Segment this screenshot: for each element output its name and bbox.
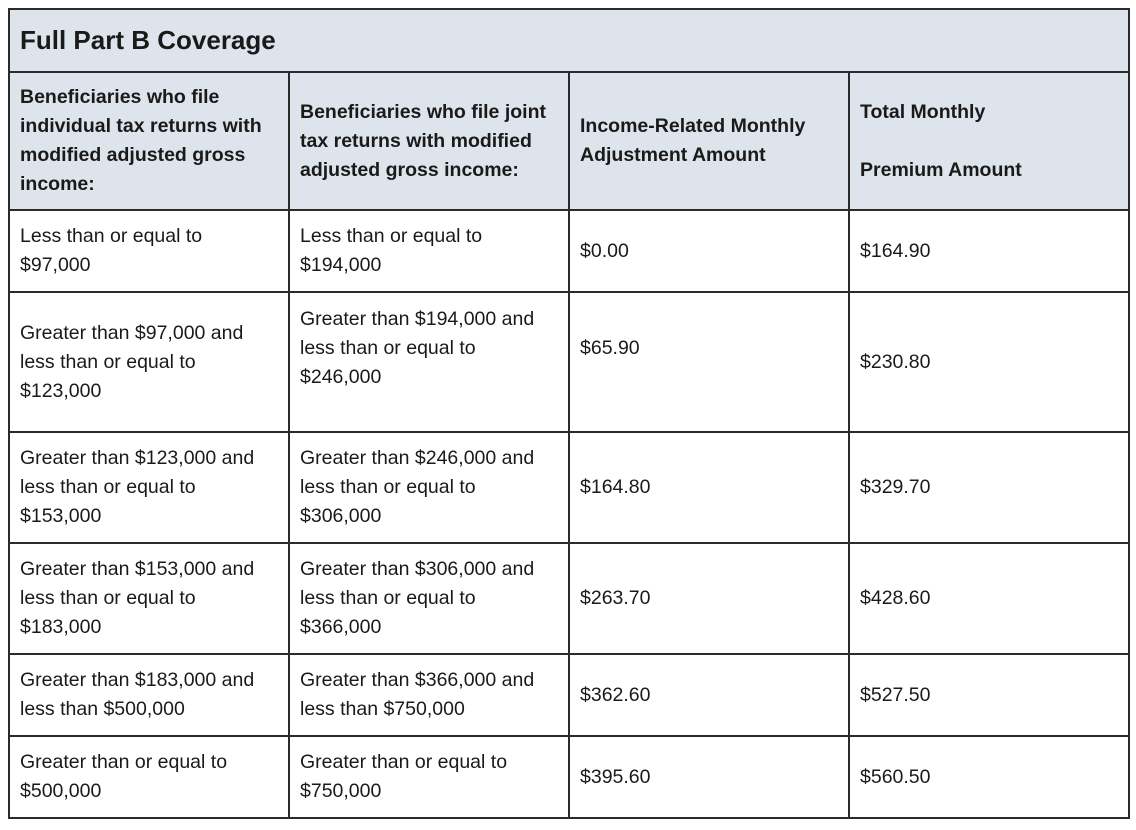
cell-joint: Less than or equal to $194,000 <box>289 210 569 292</box>
cell-irmaa <box>569 292 849 432</box>
cell-joint-text: Greater than $194,000 and less than or equal to $246,000 <box>300 307 535 388</box>
cell-individual: Greater than $183,000 and less than $500,000 <box>9 654 289 736</box>
cell-irmaa: $164.80 <box>569 432 849 543</box>
cell-total: $230.80 <box>849 292 1129 432</box>
cell-individual: Greater than $153,000 and less than or equal to $183,000 <box>9 543 289 654</box>
cell-individual: Greater than $123,000 and less than or equal to $153,000 <box>9 432 289 543</box>
table-row <box>9 292 1129 432</box>
cell-joint <box>289 292 569 432</box>
header-irmaa: Income-Related Monthly Adjustment Amount <box>569 72 849 210</box>
cell-irmaa: $263.70 <box>569 543 849 654</box>
header-total-line2: Premium Amount <box>860 158 1022 181</box>
table-row <box>9 736 1129 818</box>
header-individual: Beneficiaries who file individual tax returns with modified adjusted gross income: <box>9 72 289 210</box>
cell-joint: Greater than $366,000 and less than $750,000 <box>289 654 569 736</box>
header-total <box>849 72 1129 210</box>
cell-total: $560.50 <box>849 736 1129 818</box>
cell-irmaa-text: $65.90 <box>580 336 640 359</box>
cell-irmaa: $0.00 <box>569 210 849 292</box>
table-title: Full Part B Coverage <box>9 9 1129 72</box>
cell-joint: Greater than $246,000 and less than or equal to $306,000 <box>289 432 569 543</box>
header-joint: Beneficiaries who file joint tax returns with modified adjusted gross income: <box>289 72 569 210</box>
header-total-line1: Total Monthly <box>860 100 986 123</box>
table-row <box>9 654 1129 736</box>
table-row <box>9 543 1129 654</box>
cell-irmaa: $395.60 <box>569 736 849 818</box>
cell-total: $428.60 <box>849 543 1129 654</box>
cell-joint: Greater than $306,000 and less than or equal to $366,000 <box>289 543 569 654</box>
header-row <box>9 72 1129 210</box>
cell-individual: Less than or equal to $97,000 <box>9 210 289 292</box>
cell-individual: Greater than or equal to $500,000 <box>9 736 289 818</box>
cell-total: $329.70 <box>849 432 1129 543</box>
table-row <box>9 432 1129 543</box>
title-row <box>9 9 1129 72</box>
cell-joint: Greater than or equal to $750,000 <box>289 736 569 818</box>
cell-individual: Greater than $97,000 and less than or equal to $123,000 <box>9 292 289 432</box>
cell-irmaa: $362.60 <box>569 654 849 736</box>
cell-total: $164.90 <box>849 210 1129 292</box>
cell-total: $527.50 <box>849 654 1129 736</box>
part-b-coverage-table <box>8 8 1130 819</box>
table-row <box>9 210 1129 292</box>
